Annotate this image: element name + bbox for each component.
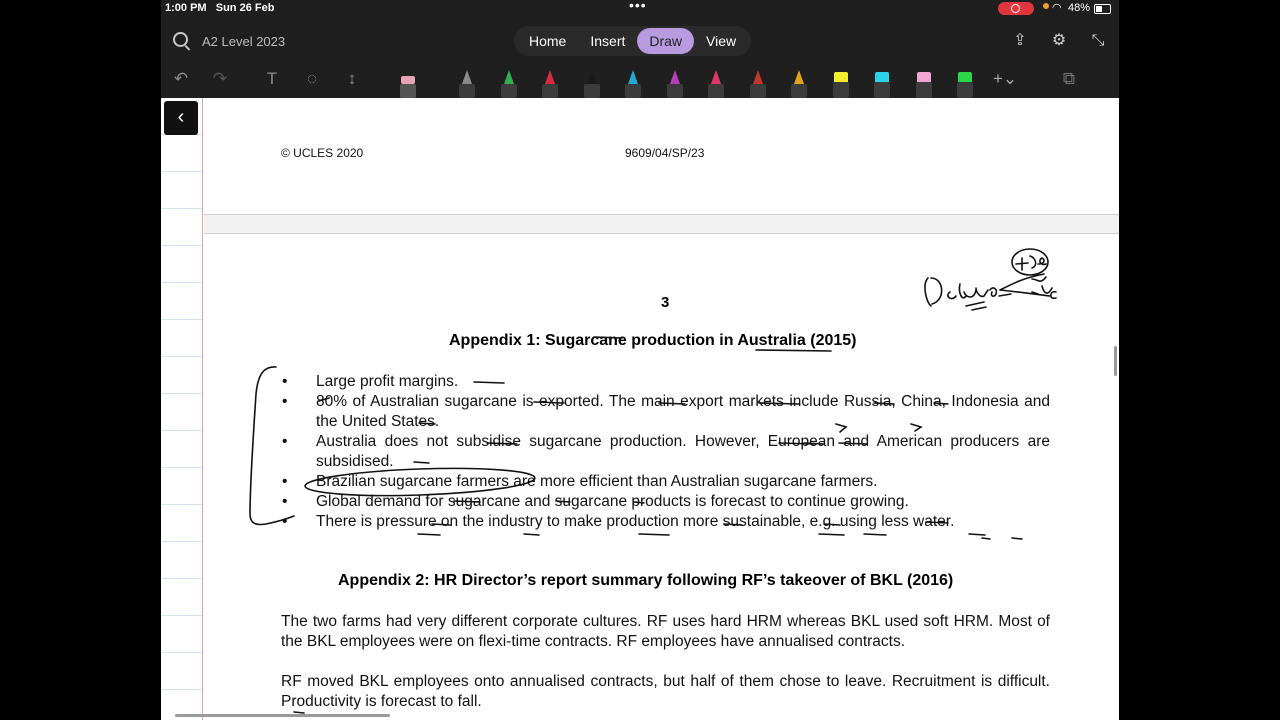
- page-number: 3: [661, 294, 670, 311]
- highlighter-icon[interactable]: [957, 70, 973, 98]
- status-time: 1:00 PM Sun 26 Feb: [165, 2, 275, 14]
- shapes-icon[interactable]: ⧉: [1062, 69, 1076, 88]
- gear-icon[interactable]: ⚙: [1051, 32, 1067, 49]
- pen-icon[interactable]: [584, 70, 600, 98]
- redo-icon[interactable]: ↷: [212, 69, 228, 88]
- pen-icon[interactable]: [501, 70, 517, 98]
- highlighter-icon[interactable]: [874, 70, 890, 98]
- appendix1-heading: Appendix 1: Sugarcane production in Australia (2015): [449, 332, 857, 349]
- negative-handwriting: [1032, 286, 1056, 298]
- mic-indicator-icon: [1043, 3, 1049, 9]
- lasso-icon[interactable]: ◌: [306, 69, 318, 88]
- document-title[interactable]: A2 Level 2023: [202, 34, 286, 49]
- multitask-dots[interactable]: •••: [629, 0, 647, 13]
- list-item: • Brazilian sugarcane farmers are more efficient than Australian sugarcane farmers.: [282, 472, 1050, 492]
- pen-icon[interactable]: [791, 70, 807, 98]
- wifi-icon: ◠: [1052, 2, 1062, 14]
- appendix2-heading: Appendix 2: HR Director’s report summary following RF’s takeover of BKL (2016): [338, 572, 954, 589]
- pen-icon[interactable]: [625, 70, 641, 98]
- copyright-text: © UCLES 2020: [281, 146, 364, 160]
- share-icon[interactable]: ⇪: [1013, 32, 1027, 49]
- draw-toolbar: [161, 62, 1119, 98]
- paper-code: 9609/04/SP/23: [625, 146, 705, 160]
- underline-annotations: [294, 337, 1022, 713]
- pen-icon[interactable]: [750, 70, 766, 98]
- insert-space-icon[interactable]: ↕: [347, 69, 357, 88]
- add-pen-icon[interactable]: +⌄: [993, 69, 1018, 88]
- notebook-canvas[interactable]: [161, 98, 1119, 720]
- margin-line: [202, 98, 203, 720]
- tab-draw[interactable]: Draw: [637, 28, 694, 54]
- pen-icon[interactable]: [459, 70, 475, 98]
- tab-view[interactable]: View: [706, 33, 737, 49]
- vertical-scrollbar[interactable]: [1114, 346, 1117, 376]
- status-bar: [161, 0, 1119, 18]
- pdf-page-3: [204, 234, 1119, 720]
- collapse-icon[interactable]: ⤡: [1091, 32, 1105, 49]
- list-item: • 80% of Australian sugarcane is exported. The main export markets include Russia, China, Indonesia and the United States.: [282, 392, 1050, 432]
- pen-icon[interactable]: [708, 70, 724, 98]
- tab-insert[interactable]: Insert: [590, 33, 626, 49]
- pen-icon[interactable]: [667, 70, 683, 98]
- tab-home[interactable]: Home: [529, 33, 567, 49]
- pdf-page-2: [204, 98, 1119, 215]
- ipad-screen: [161, 0, 1119, 720]
- handwritten-annotations: [204, 234, 1119, 720]
- branch-lines: [1000, 274, 1050, 296]
- list-item: • Global demand for sugarcane and sugarcane products is forecast to continue growing.: [282, 492, 1050, 512]
- circled-phrase-annotation: [305, 465, 536, 499]
- arrow-annotations: [836, 424, 921, 432]
- decision-handwriting: [925, 278, 1011, 310]
- battery-percent: 48%: [1068, 2, 1091, 14]
- list-item: • Australia does not subsidise sugarcane production. However, European and American producers are subsidised.: [282, 432, 1050, 472]
- back-button[interactable]: ‹: [164, 101, 198, 135]
- margin-bracket-annotation: [250, 367, 294, 525]
- ribbon-tabs: [514, 26, 751, 56]
- page-gap: [204, 215, 1119, 234]
- highlighter-icon[interactable]: [916, 70, 932, 98]
- text-icon[interactable]: T: [266, 69, 278, 88]
- eraser-icon[interactable]: [400, 70, 416, 98]
- top-bar: [161, 22, 1119, 60]
- list-item: • There is pressure on the industry to make production more sustainable, e.g. using less water.: [282, 512, 1050, 532]
- appendix2-paragraph-2: RF moved BKL employees onto annualised contracts, but half of them chose to leave. Recruitment is difficult. Productivity is forecast to fall.: [281, 673, 1050, 710]
- list-item: • Large profit margins.: [282, 372, 1050, 392]
- horizontal-scrollbar[interactable]: [175, 714, 390, 717]
- appendix2-paragraph-1: The two farms had very different corporate cultures. RF uses hard HRM whereas BKL used soft HRM. Most of the BKL employees were on flexi-time contracts. RF employees have annualised contracts.: [281, 613, 1050, 650]
- battery-icon: [1094, 4, 1111, 14]
- search-icon[interactable]: [173, 32, 188, 47]
- highlighter-icon[interactable]: [833, 70, 849, 98]
- ruled-margin: [161, 98, 203, 720]
- screen-record-icon[interactable]: [998, 2, 1034, 15]
- undo-icon[interactable]: ↶: [173, 69, 189, 88]
- pen-icon[interactable]: [542, 70, 558, 98]
